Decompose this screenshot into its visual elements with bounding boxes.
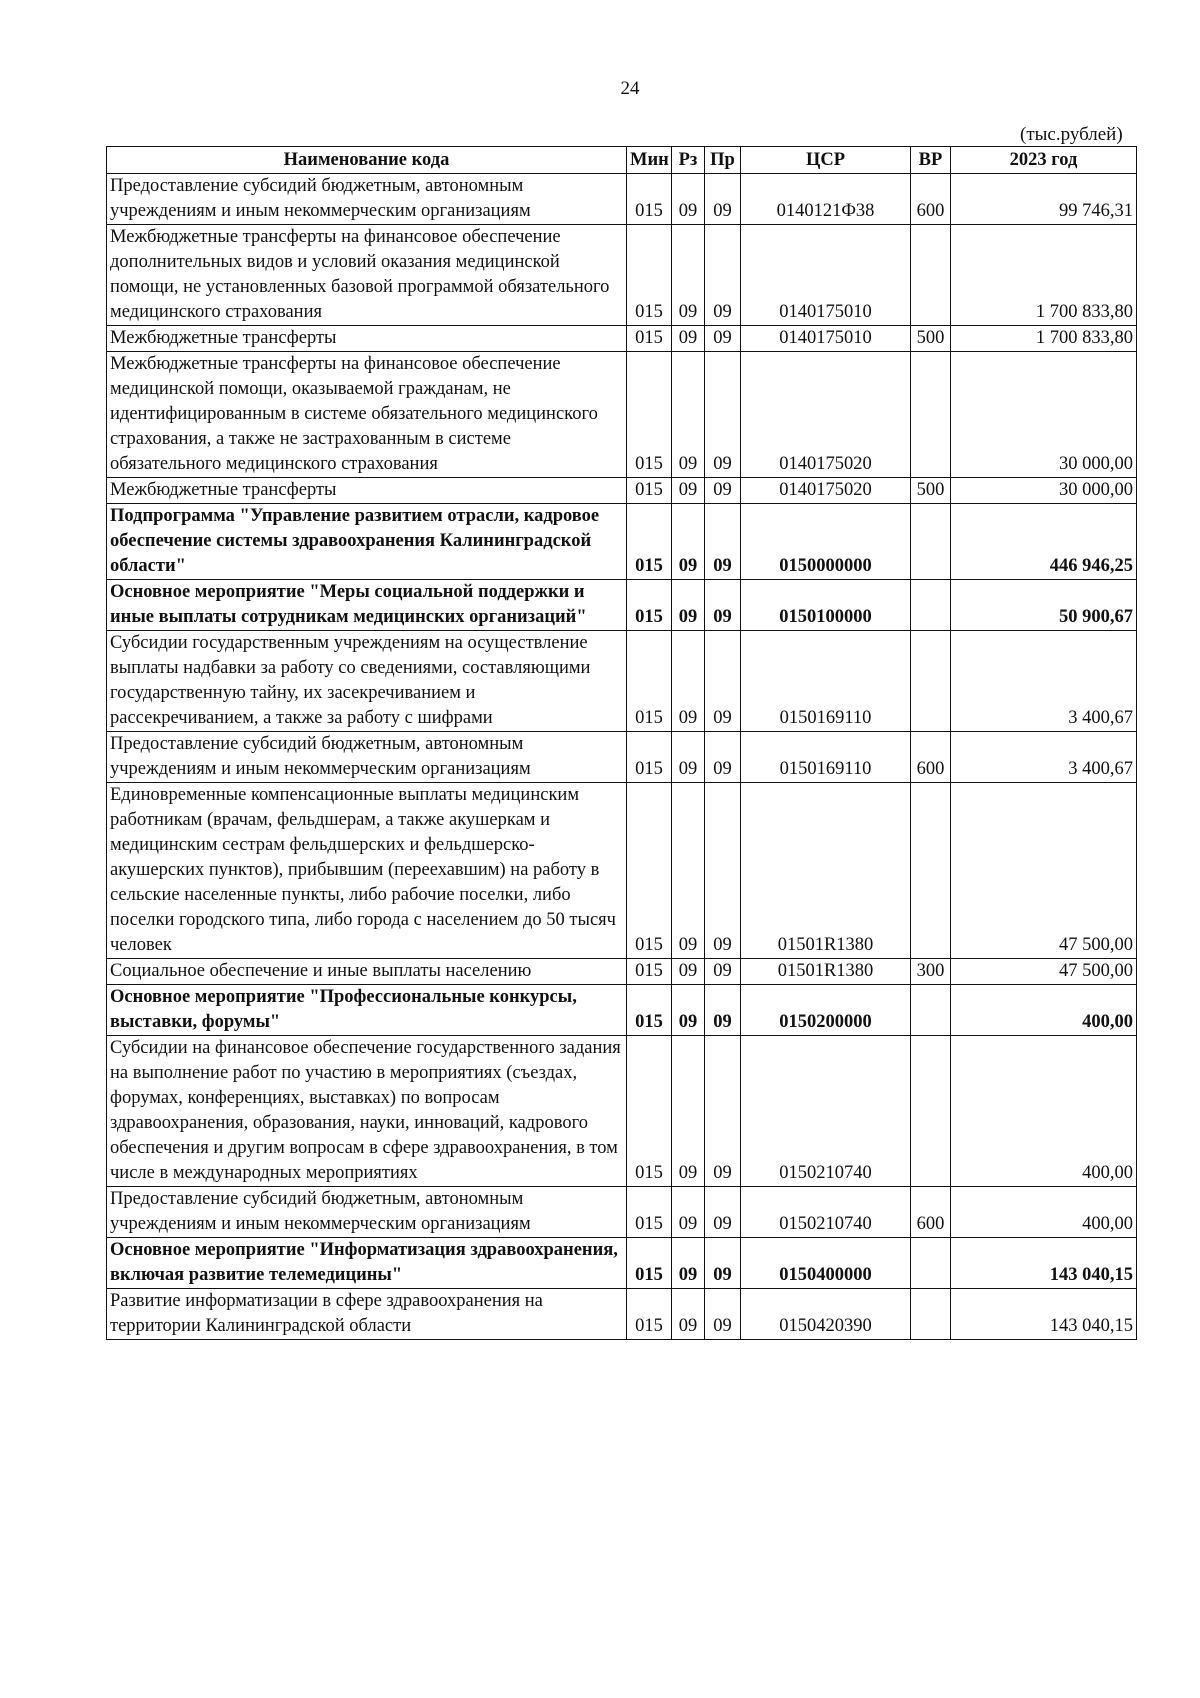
cell-min: 015 bbox=[627, 1187, 672, 1238]
cell-csr: 0150169110 bbox=[741, 732, 911, 783]
cell-name: Основное мероприятие "Профессиональные конкурсы, выставки, форумы" bbox=[107, 985, 627, 1036]
table-row bbox=[107, 225, 1137, 326]
cell-vr bbox=[911, 985, 951, 1036]
cell-pr: 09 bbox=[705, 478, 741, 504]
cell-sum: 50 900,67 bbox=[951, 580, 1137, 631]
cell-name: Межбюджетные трансферты bbox=[107, 326, 627, 352]
cell-name: Основное мероприятие "Информатизация здравоохранения, включая развитие телемедицины" bbox=[107, 1238, 627, 1289]
header-csr: ЦСР bbox=[741, 147, 911, 174]
cell-min: 015 bbox=[627, 504, 672, 580]
header-vr: ВР bbox=[911, 147, 951, 174]
cell-pr: 09 bbox=[705, 1036, 741, 1187]
cell-csr: 0150420390 bbox=[741, 1289, 911, 1340]
cell-name: Межбюджетные трансферты на финансовое обеспечение медицинской помощи, оказываемой гражданам, не идентифицированным в системе обязательного медицинского страхования, а также не застрахованным в системе обязательного медицинского страхования bbox=[107, 352, 627, 478]
cell-pr: 09 bbox=[705, 985, 741, 1036]
cell-name: Межбюджетные трансферты bbox=[107, 478, 627, 504]
cell-vr: 500 bbox=[911, 326, 951, 352]
table-row bbox=[107, 478, 1137, 504]
cell-rz: 09 bbox=[672, 580, 705, 631]
cell-csr: 0150000000 bbox=[741, 504, 911, 580]
cell-sum: 400,00 bbox=[951, 985, 1137, 1036]
table-row bbox=[107, 631, 1137, 732]
cell-sum: 143 040,15 bbox=[951, 1238, 1137, 1289]
cell-rz: 09 bbox=[672, 1187, 705, 1238]
table-row bbox=[107, 959, 1137, 985]
cell-vr bbox=[911, 504, 951, 580]
cell-sum: 143 040,15 bbox=[951, 1289, 1137, 1340]
table-row bbox=[107, 326, 1137, 352]
page-number: 24 bbox=[620, 78, 640, 99]
cell-min: 015 bbox=[627, 478, 672, 504]
cell-vr: 300 bbox=[911, 959, 951, 985]
header-rz: Рз bbox=[672, 147, 705, 174]
cell-csr: 0140175020 bbox=[741, 478, 911, 504]
cell-pr: 09 bbox=[705, 580, 741, 631]
table-row bbox=[107, 1036, 1137, 1187]
cell-vr bbox=[911, 225, 951, 326]
cell-min: 015 bbox=[627, 1036, 672, 1187]
cell-pr: 09 bbox=[705, 1238, 741, 1289]
cell-name: Субсидии на финансовое обеспечение государственного задания на выполнение работ по участию в мероприятиях (съездах, форумах, конференциях, выставках) по вопросам здравоохранения, образования, науки, инноваций, кадрового обеспечения и другим вопросам в сфере здравоохранения, в том числе в международных мероприятиях bbox=[107, 1036, 627, 1187]
cell-min: 015 bbox=[627, 326, 672, 352]
cell-min: 015 bbox=[627, 783, 672, 959]
cell-vr: 600 bbox=[911, 174, 951, 225]
cell-pr: 09 bbox=[705, 326, 741, 352]
cell-vr: 500 bbox=[911, 478, 951, 504]
cell-vr bbox=[911, 580, 951, 631]
cell-min: 015 bbox=[627, 352, 672, 478]
table-row bbox=[107, 1289, 1137, 1340]
cell-csr: 0150100000 bbox=[741, 580, 911, 631]
cell-pr: 09 bbox=[705, 783, 741, 959]
cell-pr: 09 bbox=[705, 631, 741, 732]
cell-csr: 0150400000 bbox=[741, 1238, 911, 1289]
cell-sum: 30 000,00 bbox=[951, 478, 1137, 504]
cell-vr bbox=[911, 1238, 951, 1289]
cell-sum: 47 500,00 bbox=[951, 959, 1137, 985]
cell-sum: 446 946,25 bbox=[951, 504, 1137, 580]
table-row bbox=[107, 1238, 1137, 1289]
cell-pr: 09 bbox=[705, 1289, 741, 1340]
cell-rz: 09 bbox=[672, 1036, 705, 1187]
cell-vr bbox=[911, 352, 951, 478]
cell-name: Предоставление субсидий бюджетным, автономным учреждениям и иным некоммерческим организациям bbox=[107, 732, 627, 783]
cell-sum: 400,00 bbox=[951, 1187, 1137, 1238]
cell-csr: 0150200000 bbox=[741, 985, 911, 1036]
table-row bbox=[107, 352, 1137, 478]
cell-pr: 09 bbox=[705, 959, 741, 985]
cell-rz: 09 bbox=[672, 326, 705, 352]
cell-min: 015 bbox=[627, 959, 672, 985]
cell-csr: 0140121Ф38 bbox=[741, 174, 911, 225]
cell-pr: 09 bbox=[705, 225, 741, 326]
cell-vr bbox=[911, 1036, 951, 1187]
budget-table bbox=[106, 146, 1137, 1340]
cell-name: Субсидии государственным учреждениям на осуществление выплаты надбавки за работу со сведениями, составляющими государственную тайну, их засекречиванием и рассекречиванием, а также за работу с шифрами bbox=[107, 631, 627, 732]
table-row bbox=[107, 504, 1137, 580]
cell-sum: 1 700 833,80 bbox=[951, 326, 1137, 352]
cell-min: 015 bbox=[627, 631, 672, 732]
cell-rz: 09 bbox=[672, 478, 705, 504]
cell-name: Социальное обеспечение и иные выплаты населению bbox=[107, 959, 627, 985]
table-row bbox=[107, 732, 1137, 783]
cell-name: Предоставление субсидий бюджетным, автономным учреждениям и иным некоммерческим организациям bbox=[107, 1187, 627, 1238]
cell-rz: 09 bbox=[672, 352, 705, 478]
cell-name: Предоставление субсидий бюджетным, автономным учреждениям и иным некоммерческим организациям bbox=[107, 174, 627, 225]
cell-min: 015 bbox=[627, 985, 672, 1036]
cell-csr: 0150169110 bbox=[741, 631, 911, 732]
cell-vr: 600 bbox=[911, 1187, 951, 1238]
cell-min: 015 bbox=[627, 1289, 672, 1340]
cell-min: 015 bbox=[627, 580, 672, 631]
cell-csr: 01501R1380 bbox=[741, 959, 911, 985]
cell-rz: 09 bbox=[672, 225, 705, 326]
header-min: Мин bbox=[627, 147, 672, 174]
cell-name: Развитие информатизации в сфере здравоохранения на территории Калининградской области bbox=[107, 1289, 627, 1340]
cell-sum: 400,00 bbox=[951, 1036, 1137, 1187]
cell-min: 015 bbox=[627, 225, 672, 326]
table-row bbox=[107, 783, 1137, 959]
cell-name: Межбюджетные трансферты на финансовое обеспечение дополнительных видов и условий оказания медицинской помощи, не установленных базовой программой обязательного медицинского страхования bbox=[107, 225, 627, 326]
cell-min: 015 bbox=[627, 732, 672, 783]
cell-sum: 3 400,67 bbox=[951, 631, 1137, 732]
cell-csr: 0140175010 bbox=[741, 326, 911, 352]
cell-name: Единовременные компенсационные выплаты медицинским работникам (врачам, фельдшерам, а также акушеркам и медицинским сестрам фельдшерских и фельдшерско-акушерских пунктов), прибывшим (переехавшим) на работу в сельские населенные пункты, либо рабочие поселки, либо поселки городского типа, либо города с населением до 50 тысяч человек bbox=[107, 783, 627, 959]
cell-rz: 09 bbox=[672, 732, 705, 783]
cell-rz: 09 bbox=[672, 174, 705, 225]
cell-pr: 09 bbox=[705, 732, 741, 783]
cell-pr: 09 bbox=[705, 174, 741, 225]
cell-csr: 0140175020 bbox=[741, 352, 911, 478]
cell-csr: 0150210740 bbox=[741, 1036, 911, 1187]
table-header-row bbox=[107, 147, 1137, 174]
cell-rz: 09 bbox=[672, 631, 705, 732]
table-row bbox=[107, 985, 1137, 1036]
cell-rz: 09 bbox=[672, 783, 705, 959]
cell-sum: 47 500,00 bbox=[951, 783, 1137, 959]
cell-pr: 09 bbox=[705, 1187, 741, 1238]
cell-min: 015 bbox=[627, 1238, 672, 1289]
cell-vr bbox=[911, 783, 951, 959]
cell-sum: 30 000,00 bbox=[951, 352, 1137, 478]
cell-name: Основное мероприятие "Меры социальной поддержки и иные выплаты сотрудникам медицинских организаций" bbox=[107, 580, 627, 631]
cell-pr: 09 bbox=[705, 504, 741, 580]
cell-rz: 09 bbox=[672, 504, 705, 580]
cell-min: 015 bbox=[627, 174, 672, 225]
cell-name: Подпрограмма "Управление развитием отрасли, кадровое обеспечение системы здравоохранения Калининградской области" bbox=[107, 504, 627, 580]
table-row bbox=[107, 1187, 1137, 1238]
cell-csr: 01501R1380 bbox=[741, 783, 911, 959]
cell-vr bbox=[911, 631, 951, 732]
cell-sum: 3 400,67 bbox=[951, 732, 1137, 783]
cell-sum: 1 700 833,80 bbox=[951, 225, 1137, 326]
cell-rz: 09 bbox=[672, 1238, 705, 1289]
cell-rz: 09 bbox=[672, 959, 705, 985]
table-row bbox=[107, 580, 1137, 631]
cell-vr bbox=[911, 1289, 951, 1340]
units-label: (тыс.рублей) bbox=[1020, 124, 1123, 145]
cell-rz: 09 bbox=[672, 985, 705, 1036]
cell-pr: 09 bbox=[705, 352, 741, 478]
cell-sum: 99 746,31 bbox=[951, 174, 1137, 225]
cell-csr: 0150210740 bbox=[741, 1187, 911, 1238]
cell-csr: 0140175010 bbox=[741, 225, 911, 326]
header-name: Наименование кода bbox=[107, 147, 627, 174]
table-row bbox=[107, 174, 1137, 225]
header-sum: 2023 год bbox=[951, 147, 1137, 174]
cell-rz: 09 bbox=[672, 1289, 705, 1340]
cell-vr: 600 bbox=[911, 732, 951, 783]
header-pr: Пр bbox=[705, 147, 741, 174]
